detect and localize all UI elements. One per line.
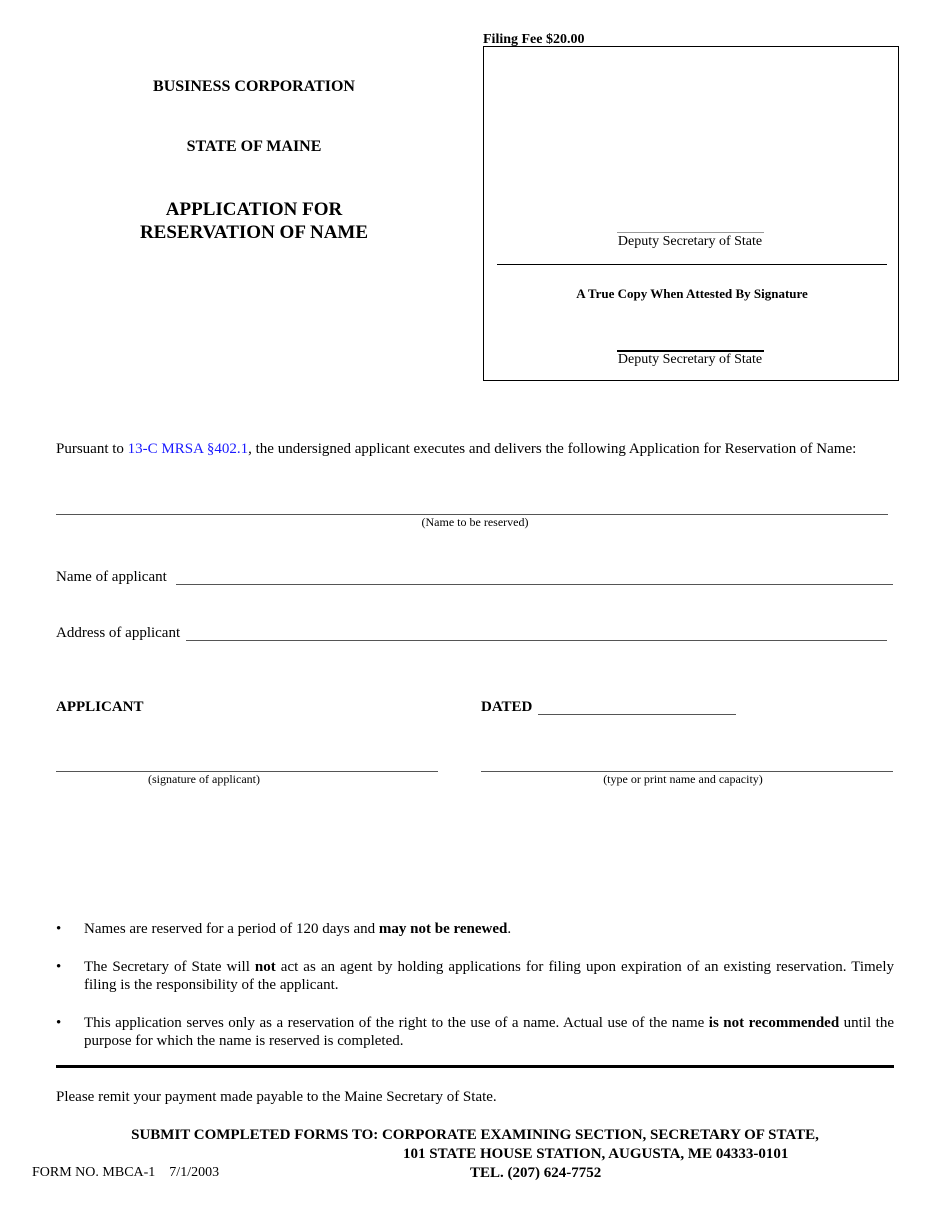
- submit-line-3: TEL. (207) 624-7752: [470, 1165, 602, 1181]
- bullet: •: [56, 959, 62, 975]
- applicant-name-field[interactable]: [176, 584, 893, 585]
- header-business-corporation: BUSINESS CORPORATION: [153, 78, 355, 95]
- submit-line-2: 101 STATE HOUSE STATION, AUGUSTA, ME 04333-0101: [403, 1146, 789, 1162]
- intro-suffix: , the undersigned applicant executes and delivers the following Application for Reservation of Name:: [248, 441, 857, 457]
- note2-text-c: act as an agent by holding applications for filing upon expiration of an existing reservation. Timely filing is the responsibility of the applicant.: [84, 959, 895, 993]
- note-reservation-period: [56, 920, 894, 938]
- note1-text-a: Names are reserved for a period of 120 days and: [84, 921, 379, 937]
- form-title-line-2: RESERVATION OF NAME: [139, 222, 369, 243]
- note1-emphasis: may not be renewed: [378, 921, 508, 937]
- true-copy-text: A True Copy When Attested By Signature: [576, 286, 808, 301]
- signature-caption: (signature of applicant): [148, 772, 260, 786]
- office-signature-line-1: [617, 232, 764, 233]
- payment-note: Please remit your payment made payable to the Maine Secretary of State.: [56, 1089, 497, 1105]
- applicant-address-field[interactable]: [186, 640, 887, 641]
- dated-field[interactable]: [538, 714, 736, 715]
- note3-text-a: This application serves only as a reservation of the right to the use of a name. Actual use of the name: [84, 1015, 709, 1031]
- submit-line-1: SUBMIT COMPLETED FORMS TO: CORPORATE EXAMINING SECTION, SECRETARY OF STATE,: [131, 1127, 819, 1143]
- applicant-heading: APPLICANT: [56, 699, 144, 715]
- form-title-line-1: APPLICATION FOR: [165, 199, 343, 220]
- intro-prefix: Pursuant to: [56, 441, 128, 457]
- office-use-box: [483, 46, 899, 381]
- note2-text-a: The Secretary of State will: [84, 959, 255, 975]
- applicant-name-label: Name of applicant: [56, 569, 167, 585]
- filing-fee: Filing Fee $20.00: [483, 32, 585, 47]
- form-number: FORM NO. MBCA-1 7/1/2003: [32, 1165, 220, 1180]
- note3-text-c: until the purpose for which the name is reserved is completed.: [84, 1015, 895, 1049]
- name-reserved-caption: (Name to be reserved): [421, 515, 529, 529]
- intro-paragraph: [56, 441, 916, 458]
- print-name-caption: (type or print name and capacity): [603, 772, 763, 786]
- statute-link[interactable]: 13-C MRSA §402.1: [127, 441, 249, 457]
- note3-emphasis: is not recommended: [708, 1015, 840, 1031]
- note1-text-c: .: [507, 921, 512, 937]
- applicant-address-label: Address of applicant: [56, 625, 181, 641]
- note-agent: [56, 958, 894, 994]
- section-divider: [56, 1065, 894, 1068]
- office-signature-label-2: Deputy Secretary of State: [617, 352, 763, 367]
- office-signature-label-1: Deputy Secretary of State: [617, 234, 763, 249]
- note-use-of-name: [56, 1014, 894, 1050]
- note2-emphasis: not: [254, 959, 276, 975]
- bullet: •: [56, 921, 62, 937]
- office-divider: [497, 264, 887, 265]
- dated-label: DATED: [481, 699, 533, 715]
- bullet: •: [56, 1015, 62, 1031]
- header-state: STATE OF MAINE: [186, 138, 322, 155]
